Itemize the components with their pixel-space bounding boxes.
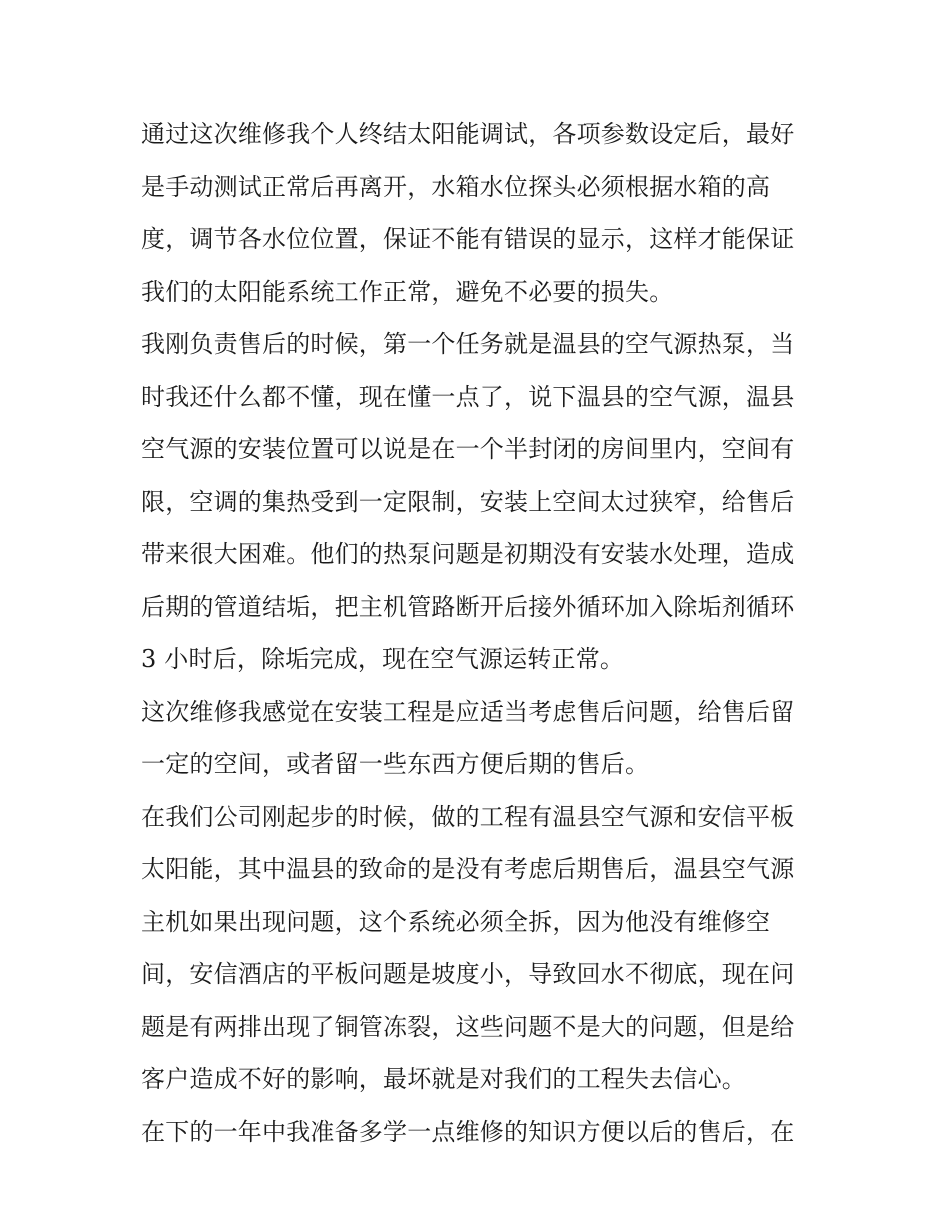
text-line: 度，调节各水位位置，保证不能有错误的显示，这样才能保证	[141, 225, 795, 253]
paragraph-1	[141, 108, 813, 318]
text-line: 通过这次维修我个人终结太阳能调试，各项参数设定后，最好	[141, 120, 795, 148]
text-line: 间，安信酒店的平板问题是坡度小，导致回水不彻底，现在问	[141, 960, 795, 988]
text-line: 在下的一年中我准备多学一点维修的知识方便以后的售后，在	[141, 1117, 795, 1146]
document-page	[141, 108, 813, 1158]
text-line: 是手动测试正常后再离开，水箱水位探头必须根据水箱的高	[141, 172, 771, 201]
paragraph-5	[141, 1106, 813, 1159]
text-line: 主机如果出现问题，这个系统必须全拆，因为他没有维修空	[141, 907, 771, 936]
text-line: 3 小时后，除垢完成，现在空气源运转正常。	[141, 645, 625, 673]
text-line: 太阳能，其中温县的致命的是没有考虑后期售后，温县空气源	[141, 855, 795, 883]
text-line: 我们的太阳能系统工作正常，避免不必要的损失。	[141, 277, 674, 306]
text-line: 限，空调的集热受到一定限制，安装上空间太过狭窄，给售后	[141, 487, 795, 516]
paragraph-4	[141, 791, 813, 1106]
paragraph-2	[141, 318, 813, 686]
text-line: 在我们公司刚起步的时候，做的工程有温县空气源和安信平板	[141, 802, 795, 831]
text-line: 我刚负责售后的时候，第一个任务就是温县的空气源热泵，当	[141, 330, 795, 358]
paragraph-3	[141, 686, 813, 791]
text-line: 这次维修我感觉在安装工程是应适当考虑售后问题，给售后留	[141, 697, 795, 726]
text-line: 带来很大困难。他们的热泵问题是初期没有安装水处理，造成	[141, 540, 795, 568]
text-line: 一定的空间，或者留一些东西方便后期的售后。	[141, 750, 650, 778]
text-line: 客户造成不好的影响，最坏就是对我们的工程失去信心。	[141, 1065, 746, 1093]
text-line: 空气源的安装位置可以说是在一个半封闭的房间里内，空间有	[141, 435, 795, 463]
text-line: 后期的管道结垢，把主机管路断开后接外循环加入除垢剂循环	[141, 592, 795, 621]
text-line: 题是有两排出现了铜管冻裂，这些问题不是大的问题，但是给	[141, 1012, 795, 1041]
text-line: 时我还什么都不懂，现在懂一点了，说下温县的空气源，温县	[141, 382, 795, 411]
